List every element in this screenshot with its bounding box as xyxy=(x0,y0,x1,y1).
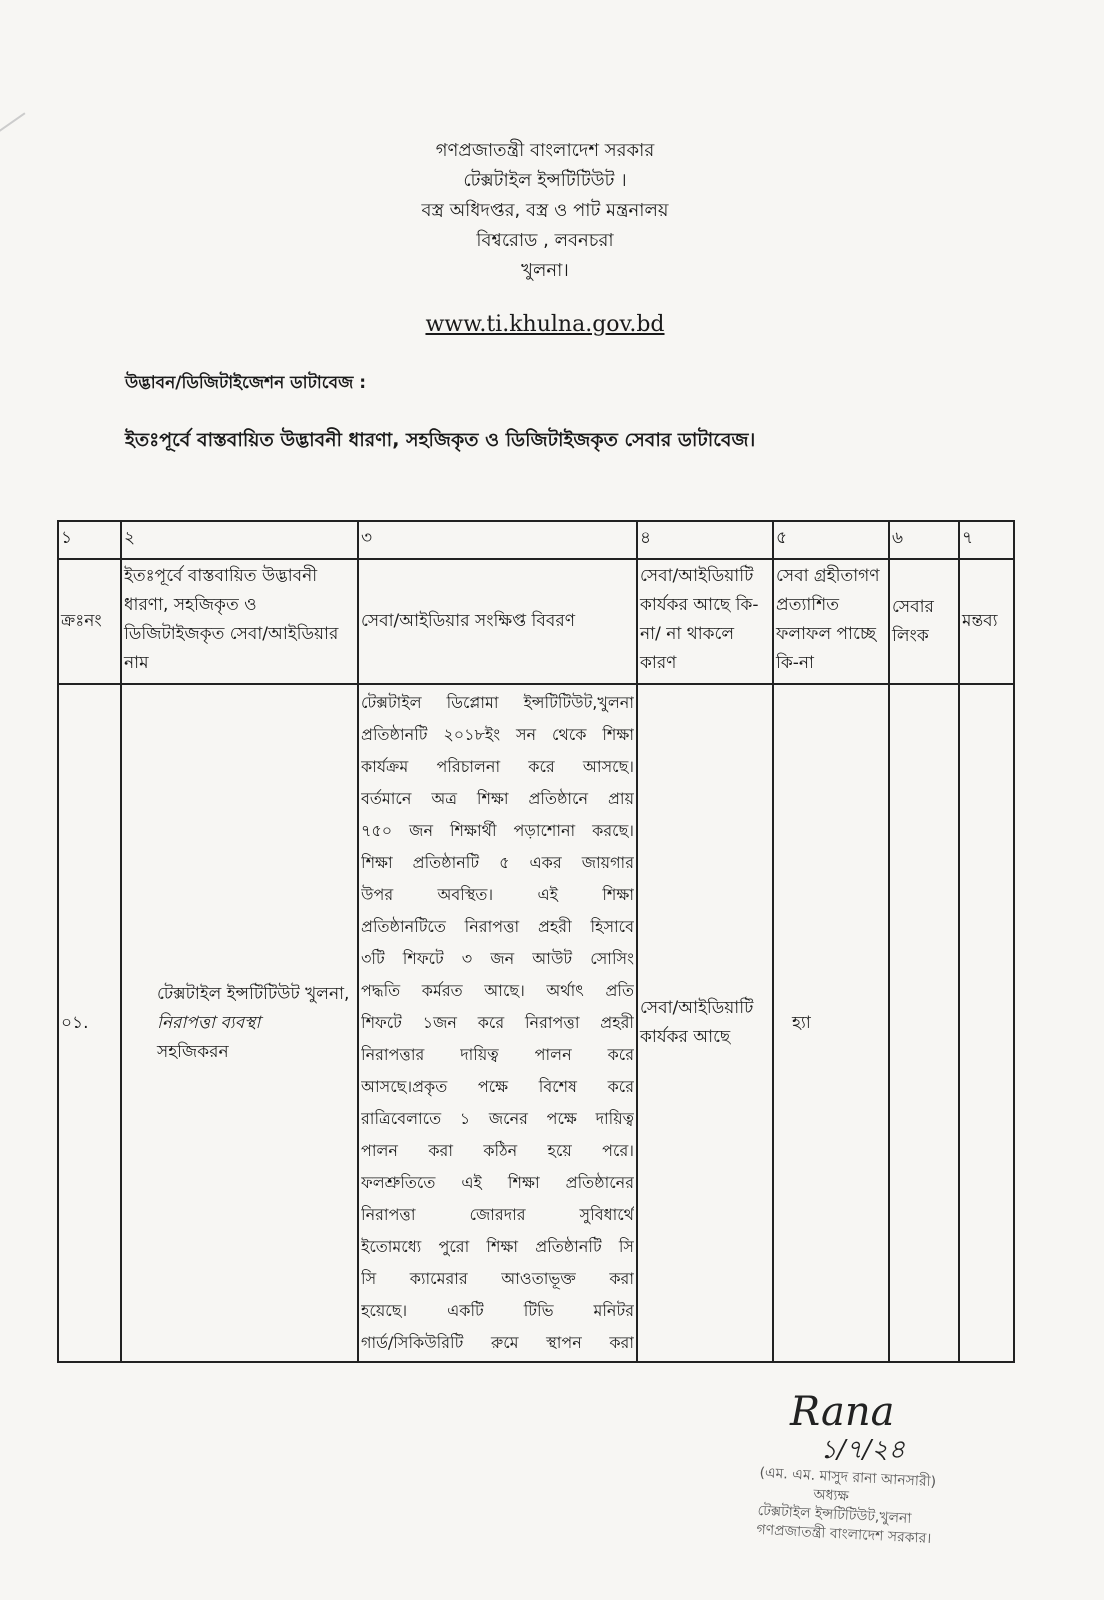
expected-result-cell: হ্যা xyxy=(773,684,889,1362)
page-fold-mark xyxy=(0,112,48,169)
description-line: কার্যক্রম পরিচালনা করে আসছে। xyxy=(361,757,634,776)
column-number: ১ xyxy=(58,521,121,559)
column-number: ৭ xyxy=(959,521,1014,559)
description-line: বর্তমানে অত্র শিক্ষা প্রতিষ্ঠানে প্রায় xyxy=(361,789,634,808)
column-number: ৫ xyxy=(773,521,889,559)
serial-cell: ০১. xyxy=(58,684,121,1362)
description-line: পদ্ধতি কর্মরত আছে। অর্থাৎ প্রতি xyxy=(361,981,634,1000)
description-line: সি ক্যামেরার আওতাভূক্ত করা xyxy=(361,1269,634,1288)
column-number-row xyxy=(58,521,1014,559)
description-line: শিক্ষা প্রতিষ্ঠানটি ৫ একর জায়গার xyxy=(361,853,634,872)
description-line: হয়েছে। একটি টিভি মনিটর xyxy=(361,1301,634,1320)
description-line: ফলশ্রুতিতে এই শিক্ষা প্রতিষ্ঠানের xyxy=(361,1173,634,1192)
signatory-government: গণপ্রজাতন্ত্রী বাংলাদেশ সরকার। xyxy=(756,1521,932,1548)
table-row xyxy=(58,684,1014,1362)
letterhead xyxy=(300,136,790,286)
column-number: ২ xyxy=(121,521,358,559)
service-name-cell xyxy=(121,684,358,1362)
signatory-office: টেক্সটাইল ইন্সটিটিউট,খুলনা xyxy=(757,1502,912,1527)
link-cell xyxy=(889,684,959,1362)
description-line: আসছে।প্রকৃত পক্ষে বিশেষ করে xyxy=(361,1077,634,1096)
column-number: ৩ xyxy=(358,521,637,559)
description-line: নিরাপত্তা জোরদার সুবিধার্থে xyxy=(361,1205,634,1224)
description-line: প্রতিষ্ঠানটিতে নিরাপত্তা প্রহরী হিসাবে xyxy=(361,917,634,936)
description-line: শিফটে ১জন করে নিরাপত্তা প্রহরী xyxy=(361,1013,634,1032)
website-link[interactable]: www.ti.khulna.gov.bd xyxy=(425,312,665,337)
header-remarks: মন্তব্য xyxy=(959,559,1014,684)
signature-block xyxy=(756,1380,990,1548)
innovation-database-table xyxy=(57,520,1015,1363)
service-name-italic: নিরাপত্তা ব্যবস্থা xyxy=(157,1012,261,1033)
description-line: রাত্রিবেলাতে ১ জনের পক্ষে দায়িত্ব xyxy=(361,1109,634,1128)
description-line: নিরাপত্তার দায়িত্ব পালন করে xyxy=(361,1045,634,1064)
column-number: ৬ xyxy=(889,521,959,559)
signatory-name: (এম. এম. মাসুদ রানা আনসারী) xyxy=(759,1464,937,1491)
header-name: ইতঃপূর্বে বাস্তবায়িত উদ্ভাবনী ধারণা, সহজিকৃত ও ডিজিটাইজকৃত সেবা/আইডিয়ার নাম xyxy=(121,559,358,684)
signature-text: Rana xyxy=(790,1389,895,1435)
header-expected-result: সেবা গ্রহীতাগণ প্রত্যাশিত ফলাফল পাচ্ছে কি-না xyxy=(773,559,889,684)
signatory-designation: অধ্যক্ষ xyxy=(813,1486,850,1505)
description-line: পালন করা কঠিন হয়ে পরে। xyxy=(361,1141,634,1160)
status-cell: সেবা/আইডিয়াটি কার্যকর আছে xyxy=(637,684,773,1362)
header-row xyxy=(58,559,1014,684)
description-line: ৭৫০ জন শিক্ষার্থী পড়াশোনা করছে। xyxy=(361,821,634,840)
column-number: ৪ xyxy=(637,521,773,559)
handwritten-signature xyxy=(760,1380,960,1460)
description-text xyxy=(361,687,634,1359)
service-name-end: সহজিকরন xyxy=(157,1041,229,1062)
letterhead-line: গণপ্রজাতন্ত্রী বাংলাদেশ সরকার xyxy=(435,140,655,161)
description-line: ইতোমধ্যে পুরো শিক্ষা প্রতিষ্ঠানটি সি xyxy=(361,1237,634,1256)
description-line: প্রতিষ্ঠানটি ২০১৮ইং সন থেকে শিক্ষা xyxy=(361,725,634,744)
description-line: গার্ড/সিকিউরিটি রুমে স্থাপন করা xyxy=(361,1333,634,1352)
header-status: সেবা/আইডিয়াটি কার্যকর আছে কি-না/ না থাকলে কারণ xyxy=(637,559,773,684)
service-name: টেক্সটাইল ইন্সটিটিউট খুলনা, xyxy=(157,983,350,1004)
remarks-cell xyxy=(959,684,1014,1362)
description-line: টেক্সটাইল ডিপ্লোমা ইন্সটিটিউট,খুলনা xyxy=(361,693,634,712)
letterhead-line: টেক্সটাইল ইন্সটিটিউট । xyxy=(463,170,627,191)
official-stamp xyxy=(756,1464,990,1552)
description-line: ৩টি শিফটে ৩ জন আউট সোসিং xyxy=(361,949,634,968)
document-title: ইতঃপূর্বে বাস্তবায়িত উদ্ভাবনী ধারণা, সহজিকৃত ও ডিজিটাইজকৃত সেবার ডাটাবেজ। xyxy=(125,429,756,451)
section-heading: উদ্ভাবন/ডিজিটাইজেশন ডাটাবেজ : xyxy=(125,373,367,393)
header-description: সেবা/আইডিয়ার সংক্ষিপ্ত বিবরণ xyxy=(358,559,637,684)
signature-date: ১/৭/২৪ xyxy=(820,1435,906,1460)
description-line: উপর অবস্থিত। এই শিক্ষা xyxy=(361,885,634,904)
header-link: সেবার লিংক xyxy=(889,559,959,684)
header-serial: ক্রঃনং xyxy=(58,559,121,684)
description-cell xyxy=(358,684,637,1362)
letterhead-line: বিশ্বরোড , লবনচরা xyxy=(476,230,614,251)
letterhead-line: খুলনা। xyxy=(521,260,569,281)
letterhead-line: বস্ত্র অধিদপ্তর, বস্ত্র ও পাট মন্ত্রনালয় xyxy=(421,200,669,221)
